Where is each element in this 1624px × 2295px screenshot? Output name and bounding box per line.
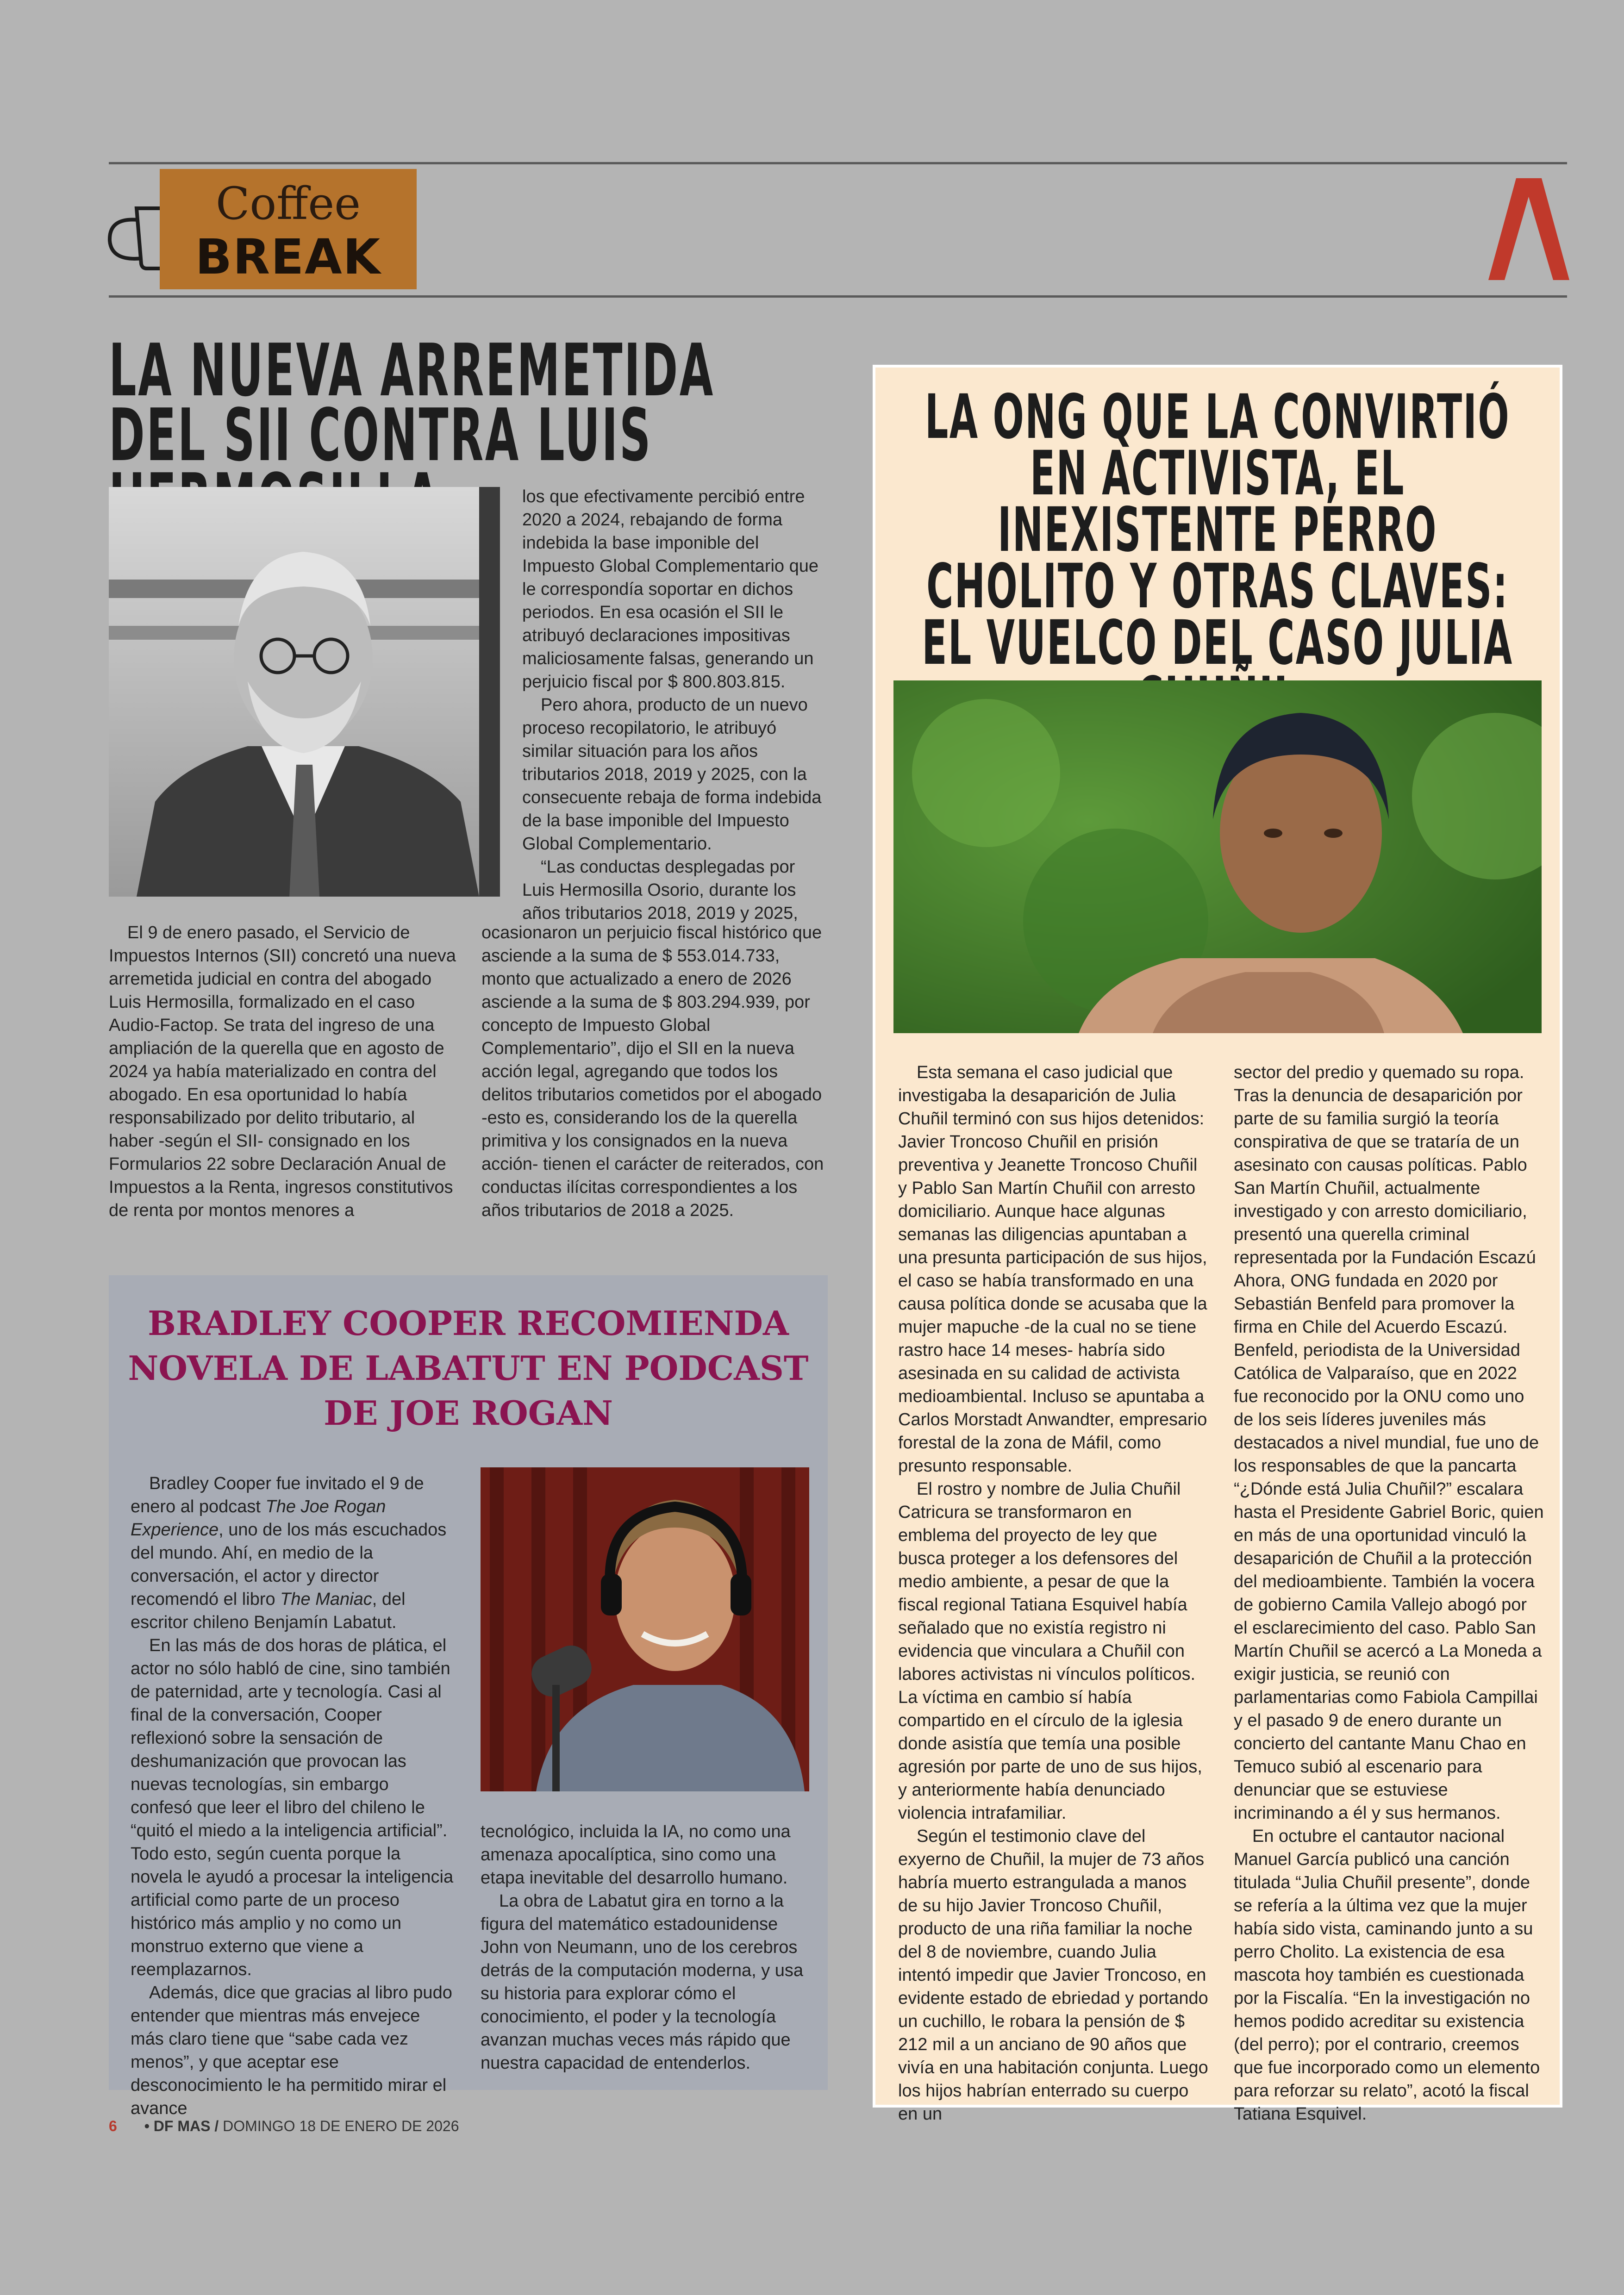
cooper-paragraph: La obra de Labatut gira en torno a la figura del matemático estadounidense John von Neumann, uno de los cerebros detrás de la computación moderna, y usa su historia para explorar cómo el conocimiento, el poder y la tecnología avanzan muchas veces más rápido que nuestra capacidad de entenderlos. (481, 1891, 804, 2073)
header-top-rule (109, 162, 1567, 164)
luis-hermosilla-photo (109, 487, 500, 897)
sii-column-middle (481, 921, 829, 1222)
logo-break-text: BREAK (195, 229, 381, 285)
sii-column-left (109, 921, 461, 1222)
chunil-column-left (898, 1061, 1208, 2126)
cooper-headline: BRADLEY COOPER RECOMIENDA NOVELA DE LABATUT EN PODCAST DE JOE ROGAN (128, 1303, 809, 1433)
coffee-break-logo (160, 169, 417, 289)
chunil-column-right (1234, 1061, 1544, 2126)
header-bottom-rule (109, 295, 1567, 298)
sii-paragraph: los que efectivamente percibió entre 2020 a 2024, rebajando de forma indebida la base imponible del Impuesto Global Complementario que le correspondía soportar en dichos periodos. En esa ocasión el SII le atribuyó declaraciones impositivas maliciosamente falsas, generando un perjuicio fiscal por $ 800.803.815. (522, 487, 819, 692)
publication-date: DOMINGO 18 DE ENERO DE 2026 (223, 2118, 459, 2134)
brand-a-logo-icon (1488, 178, 1569, 280)
sii-paragraph: ocasionaron un perjuicio fiscal histórico que asciende a la suma de $ 553.014.733, monto que actualizado a enero de 2026 asciende a la suma de $ 803.294.939, por concepto de Impuesto Global Complementario”, dijo el SII en la nueva acción legal, agregando que todos los delitos tributarios cometidos por el abogado -esto es, considerando los de la querella primitiva y los consignados en la nueva acción- tienen el carácter de reiterados, con conductas ilícitas correspondientes a los años tributarios de 2018 a 2025. (481, 923, 824, 1220)
chunil-paragraph: El rostro y nombre de Julia Chuñil Catricura se transformaron en emblema del proyecto de ley que busca proteger a los defensores del medio ambiente, a pesar de que la fiscal regional Tatiana Esquivel había señalado que no existía registro ni evidencia que vinculara a Chuñil con labores activistas ni vínculos políticos. La víctima en cambio sí había compartido en el círculo de la iglesia donde asistía que temía una posible agresión por parte de uno de sus hijos, y anteriormente había denunciado violencia intrafamiliar. (898, 1479, 1202, 1823)
bradley-cooper-podcast-photo (481, 1467, 809, 1791)
chunil-headline: LA ONG QUE LA CONVIRTIÓ EN ACTIVISTA, EL INEXISTENTE PERRO CHOLITO Y OTRAS CLAVES: EL VUELCO DEL CASO JULIA (922, 381, 1513, 679)
publication-name: • DF MAS / (144, 2118, 219, 2134)
sii-column-right (522, 485, 828, 925)
sii-paragraph: “Las conductas desplegadas por Luis Hermosilla Osorio, durante los años tributarios 2018, 2019 y 2025, (522, 857, 798, 923)
chunil-paragraph: Según el testimonio clave del exyerno de Chuñil, la mujer de 73 años habría muerto estrangulada a manos de su hijo Javier Troncoso Chuñil, producto de una riña familiar la noche del 8 de noviembre, cuando Julia intentó impedir que Javier Troncoso, en evidente estado de ebriedad y portando un cuchillo, le robara la pensión de $ 212 mil a un anciano de 90 años que vivía en una habitación conjunta. Luego los hijos habrían enterrado su cuerpo en un (898, 1827, 1208, 2124)
book-title: The Maniac (280, 1590, 372, 1609)
sii-headline: LA NUEVA ARREMETIDA DEL SII CONTRA LUIS (109, 328, 715, 477)
cooper-paragraph: tecnológico, incluida la IA, no como una amenaza apocalíptica, sino como una etapa inevitable del desarrollo humano. (481, 1822, 791, 1888)
chunil-paragraph: sector del predio y quemado su ropa. Tras la denuncia de desaparición por parte de su familia surgió la teoría conspirativa de que se trataría de un asesinato con causas políticas. Pablo San Martín Chuñil, actualmente investigado y con arresto domiciliario, presentó una querella criminal representada por la Fundación Escazú Ahora, ONG fundada en 2020 por Sebastián Benfeld para promover la firma en Chile del Acuerdo Escazú. Benfeld, periodista de la Universidad Católica de Valparaíso, que en 2022 fue reconocido por la ONU como uno de los seis líderes juveniles más destacados a nivel mundial, fue uno de los responsables de que la pancarta “¿Dónde está Julia Chuñil?” escalara hasta el Presidente Gabriel Boric, quien en más de una oportunidad vinculó la desaparición de Chuñil a la protección del medioambiente. También la vocera de gobierno Camila Vallejo abogó por el esclarecimiento del caso. Pablo San Martín Chuñil se acercó a La Moneda a exigir justicia, se reunió con parlamentarias como Fabiola Campillai y el pasado 9 de enero durante un concierto del cantante Manu Chao en Temuco subió al escenario para denunciar que se estuviese incriminando a él y sus hermanos. (1234, 1063, 1544, 1823)
cooper-column-right (481, 1820, 809, 2075)
chunil-paragraph: En octubre el cantautor nacional Manuel García publicó una canción titulada “Julia Chuñil presente”, donde se refería a la última vez que la mujer había sido vista, caminando junto a su perro Cholito. La existencia de esa mascota hoy también es cuestionada por la Fiscalía. “En la investigación no hemos podido acreditar su existencia (del perro); por el contrario, creemos que fue incorporado como un elemento para reforzar su relato”, acotó la fiscal Tatiana Esquivel. (1234, 1827, 1540, 2124)
sii-paragraph: Pero ahora, producto de un nuevo proceso recopilatorio, le atribuyó similar situación para los años tributarios 2018, 2019 y 2025, con la consecuente rebaja de forma indebida de la base imponible del Impuesto Global Complementario. (522, 695, 822, 854)
page-footer (109, 2118, 459, 2135)
cooper-paragraph: Además, dice que gracias al libro pudo entender que mientras más envejece más claro tiene que “sabe cada vez menos”, y que aceptar ese desconocimiento le ha permitido mirar el avance (131, 1983, 452, 2118)
cooper-paragraph: En las más de dos horas de plática, el actor no sólo habló de cine, sino también de paternidad, arte y tecnología. Casi al final de la conversación, Cooper reflexionó sobre la sensación de deshumanización que provocan las nuevas tecnologías, sin embargo confesó que leer el libro del chileno le “quitó el miedo a la inteligencia artificial”. Todo esto, según cuenta porque la novela le ayudó a procesar la inteligencia artificial como parte de un proceso histórico más amplio y no como un monstruo externo que viene a reemplazarnos. (131, 1636, 454, 1979)
page-number: 6 (109, 2118, 117, 2134)
cooper-paragraph-intro: Bradley Cooper fue invitado el 9 de enero al podcast The Joe Rogan Experience, uno de los más escuchados del mundo. Ahí, en medio de la conversación, el actor y director recomendó el libro The Maniac, del escritor chileno Benjamín Labatut. (131, 1474, 447, 1632)
chunil-paragraph: Esta semana el caso judicial que investigaba la desaparición de Julia Chuñil terminó con sus hijos detenidos: Javier Troncoso Chuñil en prisión preventiva y Jeanette Troncoso Chuñil y Pablo San Martín Chuñil con arresto domiciliario. Aunque hace algunas semanas las diligencias apuntaban a una presunta participación de sus hijos, el caso se había transformado en una causa política donde se acusaba que la mujer mapuche -de la cual no se tiene rastro hace 14 meses- habría sido asesinada en su calidad de activista medioambiental. Incluso se apuntaba a Carlos Morstadt Anwandter, empresario forestal de la zona de Máfil, como presunto responsable. (898, 1063, 1207, 1476)
cooper-column-left (131, 1472, 455, 2120)
sii-paragraph: El 9 de enero pasado, el Servicio de Impuestos Internos (SII) concretó una nueva arremetida judicial en contra del abogado Luis Hermosilla, formalizado en el caso Audio-Factop. Se trata del ingreso de una ampliación de la querella que en agosto de 2024 ya había materializado en contra del abogado. En esa oportunidad lo había responsabilizado por delito tributario, al haber -según el SII- consignado en los Formularios 22 sobre Declaración Anual de Impuestos a la Renta, ingresos constitutivos de renta por montos menores a (109, 923, 456, 1220)
julia-chunil-photo (893, 680, 1542, 1033)
logo-coffee-text: Coffee (215, 178, 361, 230)
podcast-title: The Joe Rogan Experience (131, 1497, 386, 1540)
